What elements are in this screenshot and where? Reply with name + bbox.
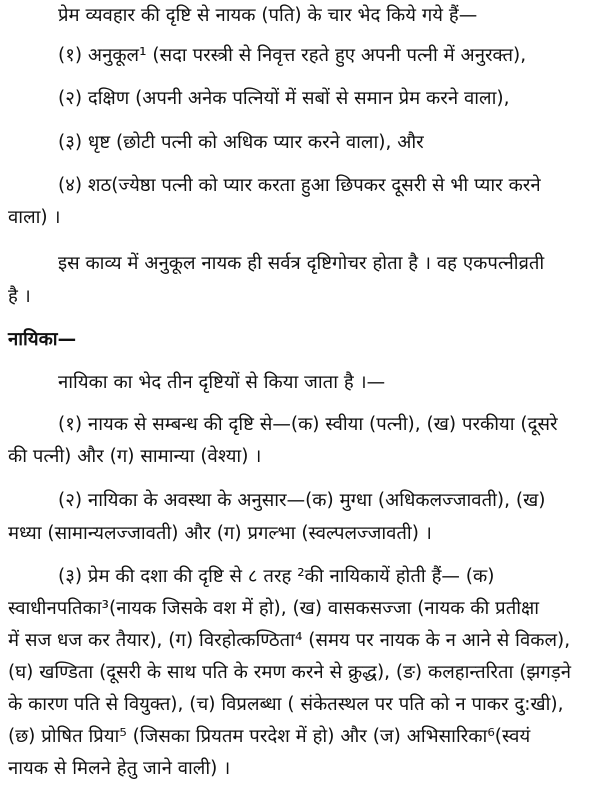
text-line: (३) प्रेम की दशा की दृष्टि से ८ तरह ²की नायिकायें होती हैं— (क) — [58, 566, 495, 587]
text-line: नायक से मिलने हेतु जाने वाली) । — [8, 758, 231, 779]
text-line: वाला) । — [8, 207, 61, 228]
text-line: (४) शठ(ज्येष्ठा पत्नी को प्यार करता हुआ छिपकर दूसरी से भी प्यार करने — [58, 175, 541, 196]
text-line: की पत्नी) और (ग) सामान्या (वेश्या) । — [8, 446, 262, 467]
text-line: इस काव्य में अनुकूल नायक ही सर्वत्र दृष्टिगोचर होता है । वह एकपत्नीव्रती — [58, 253, 545, 274]
text-line: मध्या (सामान्यलज्जावती) और (ग) प्रगल्भा (स्वल्पलज्जावती) । — [8, 523, 432, 544]
text-line: के कारण पति से वियुक्त), (च) विप्रलब्धा ( संकेतस्थल पर पति को न पाकर दु:खी), — [8, 694, 564, 715]
section-heading: नायिका— — [8, 329, 77, 350]
text-line: में सज धज कर तैयार), (ग) विरहोत्कण्ठिता⁴ (समय पर नायक के न आने से विकल), — [8, 630, 571, 651]
text-line: नायिका का भेद तीन दृष्टियों से किया जाता है ।— — [58, 372, 386, 393]
text-line: प्रेम व्यवहार की दृष्टि से नायक (पति) के चार भेद किये गये हैं— — [58, 5, 478, 26]
text-line: (१) नायक से सम्बन्ध की दृष्टि से—(क) स्वीया (पत्नी), (ख) परकीया (दूसरे — [58, 414, 558, 435]
text-line: स्वाधीनपतिका³(नायक जिसके वश में हो), (ख) वासकसज्जा (नायक की प्रतीक्षा — [8, 598, 540, 619]
text-line: (१) अनुकूल¹ (सदा परस्त्री से निवृत्त रहते हुए अपनी पत्नी में अनुरक्त), — [58, 45, 527, 66]
text-line: (२) नायिका के अवस्था के अनुसार—(क) मुग्धा (अधिकलज्जावती), (ख) — [58, 490, 546, 511]
text-line: (३) धृष्ट (छोटी पत्नी को अधिक प्यार करने वाला), और — [58, 132, 424, 153]
text-line: (२) दक्षिण (अपनी अनेक पत्नियों में सबों से समान प्रेम करने वाला), — [58, 88, 510, 109]
text-line: है । — [8, 286, 31, 307]
text-line: (छ) प्रोषित प्रिया⁵ (जिसका प्रियतम परदेश में हो) और (ज) अभिसारिका⁶(स्वयं — [8, 726, 531, 747]
text-line: (घ) खण्डिता (दूसरी के साथ पति के रमण करने से क्रुद्ध), (ङ) कलहान्तरिता (झगड़ने — [8, 662, 571, 683]
